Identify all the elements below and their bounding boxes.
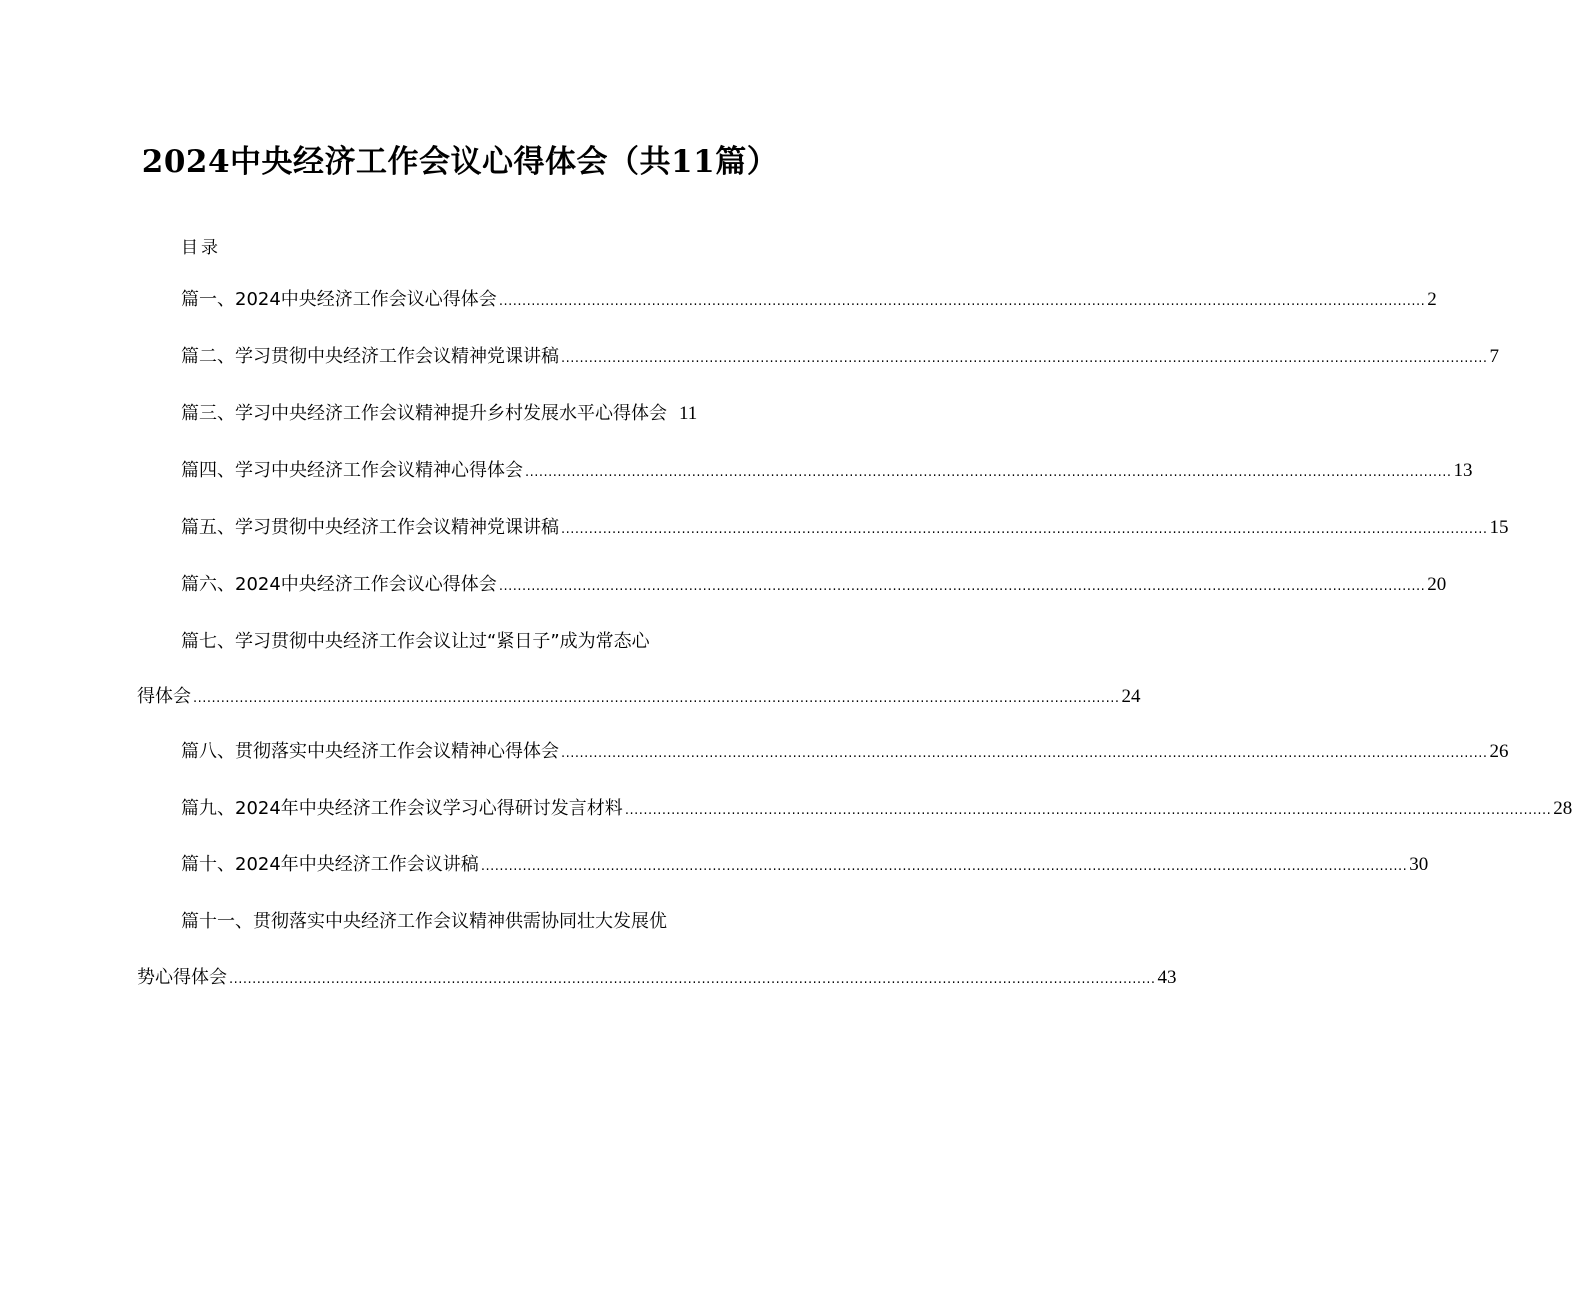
toc-entry-page: 20 — [1427, 574, 1447, 595]
toc-entry[interactable] — [181, 739, 1509, 767]
toc-entry-page: 7 — [1489, 346, 1499, 367]
toc-entry-title: 篇六、2024中央经济工作会议心得体会 — [181, 574, 497, 595]
document-title: 2024中央经济工作会议心得体会（共11篇） — [141, 144, 779, 180]
dot-leader: ........................................................................................................................................................................................................ — [498, 579, 1426, 594]
toc-heading: 目录 — [181, 238, 221, 258]
toc-entry-page: 24 — [1121, 686, 1141, 707]
toc-entry-title: 篇五、学习贯彻中央经济工作会议精神党课讲稿 — [181, 517, 559, 538]
toc-entry[interactable] — [181, 796, 1572, 824]
toc-entry[interactable] — [137, 965, 1177, 993]
toc-entry[interactable] — [181, 401, 765, 427]
toc-entry-title: 篇三、学习中央经济工作会议精神提升乡村发展水平心得体会 — [181, 403, 667, 424]
toc-entry-title: 篇一、2024中央经济工作会议心得体会 — [181, 289, 497, 310]
toc-entry[interactable] — [181, 458, 1473, 486]
toc-entry-page: 26 — [1489, 741, 1509, 762]
toc-entry[interactable] — [181, 287, 1437, 315]
toc-entry-title: 篇九、2024年中央经济工作会议学习心得研讨发言材料 — [181, 798, 623, 819]
dot-leader: ........................................................................................................................................................................................................ — [480, 859, 1408, 874]
dot-leader: ........................................................................................................................................................................................................ — [561, 522, 1488, 537]
dot-leader: ........................................................................................................................................................................................................ — [561, 746, 1488, 761]
toc-entry[interactable] — [181, 852, 1429, 880]
dot-leader: ........................................................................................................................................................................................................ — [525, 465, 1452, 480]
toc-entry-title: 篇八、贯彻落实中央经济工作会议精神心得体会 — [181, 741, 559, 762]
toc-entry-title: 得体会 — [137, 686, 191, 707]
toc-entry-page: 11 — [679, 403, 698, 424]
toc-entry-page: 15 — [1489, 517, 1509, 538]
dot-leader: ........................................................................................................................................................................................................ — [229, 972, 1156, 987]
toc-entry[interactable] — [181, 515, 1509, 543]
toc-entry-page: 30 — [1409, 854, 1429, 875]
dot-leader: ........................................................................................................................................................................................................ — [561, 351, 1488, 366]
dot-leader: ........................................................................................................................................................................................................ — [624, 803, 1552, 818]
toc-entry-title-line1[interactable]: 篇七、学习贯彻中央经济工作会议让过“紧日子”成为常态心 — [181, 631, 650, 652]
toc-entry-title: 篇二、学习贯彻中央经济工作会议精神党课讲稿 — [181, 346, 559, 367]
toc-entry-title: 势心得体会 — [137, 967, 227, 988]
toc-entry-title: 篇十、2024年中央经济工作会议讲稿 — [181, 854, 479, 875]
toc-entry-title: 篇四、学习中央经济工作会议精神心得体会 — [181, 460, 523, 481]
toc-entry-page: 2 — [1427, 289, 1437, 310]
toc-entry[interactable] — [181, 572, 1447, 600]
dot-leader: ........................................................................................................................................................................................................ — [193, 691, 1120, 706]
toc-entry-page: 43 — [1157, 967, 1177, 988]
toc-entry-page: 13 — [1453, 460, 1473, 481]
toc-entry-title-line1[interactable]: 篇十一、贯彻落实中央经济工作会议精神供需协同壮大发展优 — [181, 911, 667, 932]
dot-leader: ........................................................................................................................................................................................................ — [498, 294, 1426, 309]
toc-entry[interactable] — [181, 344, 1499, 372]
toc-entry-page: 28 — [1553, 798, 1572, 819]
toc-entry[interactable] — [137, 684, 1141, 712]
